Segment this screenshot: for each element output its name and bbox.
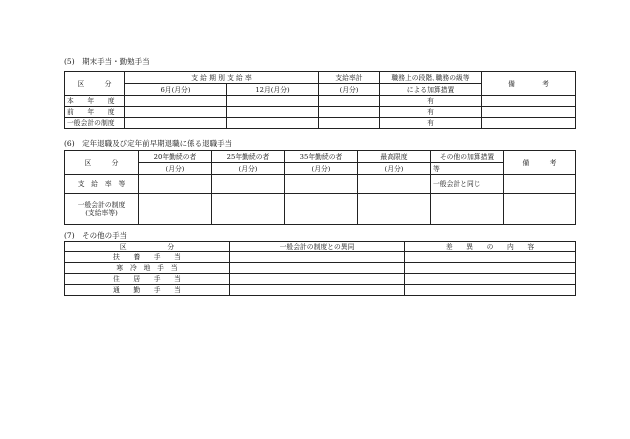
table-row: [65, 107, 576, 118]
header-december: 12月(月分): [227, 84, 319, 96]
table-row: [65, 263, 576, 274]
row-label: 本 年 度: [65, 96, 125, 107]
table-row: [65, 96, 576, 107]
header-total-rate: 支給率計: [319, 72, 380, 84]
table-row: [65, 252, 576, 263]
bonus-table: [64, 71, 576, 129]
header-other-2: 等: [431, 163, 504, 175]
header-detail: 差 異 の 内 容: [405, 242, 576, 252]
header-kasan-1: 職務上の段階､職務の級等: [380, 72, 482, 84]
allowance-label: 寒 冷 地 手 当: [65, 263, 230, 274]
header-difference: 一般会計の制度との異同: [230, 242, 405, 252]
section-7-title: (7) その他の手当: [64, 231, 128, 240]
header-june: 6月(月分): [125, 84, 227, 96]
header-total-unit: (月分): [319, 84, 380, 96]
allowance-label: 住 居 手 当: [65, 274, 230, 285]
other-allowances-table: [64, 241, 576, 296]
header-kubun: 区 分: [65, 242, 230, 252]
table-row: [65, 118, 576, 129]
section-5-title: (5) 期末手当・勤勉手当: [64, 57, 150, 66]
row-label-general: 一般会計の制度 (支給率等): [65, 194, 139, 225]
header-shikyu-ritsu: 支 給 期 別 支 給 率: [125, 72, 319, 84]
header-35-years: 35年勤続の者: [285, 151, 358, 163]
table-row: [65, 175, 576, 194]
retirement-table: [64, 150, 576, 225]
header-max-limit: 最高限度: [358, 151, 431, 163]
header-25-years: 25年勤続の者: [212, 151, 285, 163]
row-label: 支 給 率 等: [65, 175, 139, 194]
header-biko: 備 考: [504, 151, 576, 175]
row-label: 一般会計の制度: [65, 118, 125, 129]
kasan-value: 有: [380, 118, 482, 129]
kasan-value: 有: [380, 96, 482, 107]
table-row: [65, 285, 576, 296]
header-unit: (月分): [358, 163, 431, 175]
header-20-years: 20年勤続の者: [139, 151, 212, 163]
header-kubun: 区 分: [65, 72, 125, 96]
other-value: 一般会計と同じ: [431, 175, 504, 194]
row-label: 前 年 度: [65, 107, 125, 118]
header-biko: 備 考: [482, 72, 576, 96]
table-row: [65, 274, 576, 285]
header-kubun: 区 分: [65, 151, 139, 175]
table-row: [65, 194, 576, 225]
header-unit: (月分): [139, 163, 212, 175]
allowance-label: 通 勤 手 当: [65, 285, 230, 296]
allowance-label: 扶 養 手 当: [65, 252, 230, 263]
header-other-1: その他の加算措置: [431, 151, 504, 163]
header-unit: (月分): [285, 163, 358, 175]
kasan-value: 有: [380, 107, 482, 118]
header-unit: (月分): [212, 163, 285, 175]
header-kasan-2: による加算措置: [380, 84, 482, 96]
section-6-title: (6) 定年退職及び定年前早期退職に係る退職手当: [64, 139, 233, 148]
